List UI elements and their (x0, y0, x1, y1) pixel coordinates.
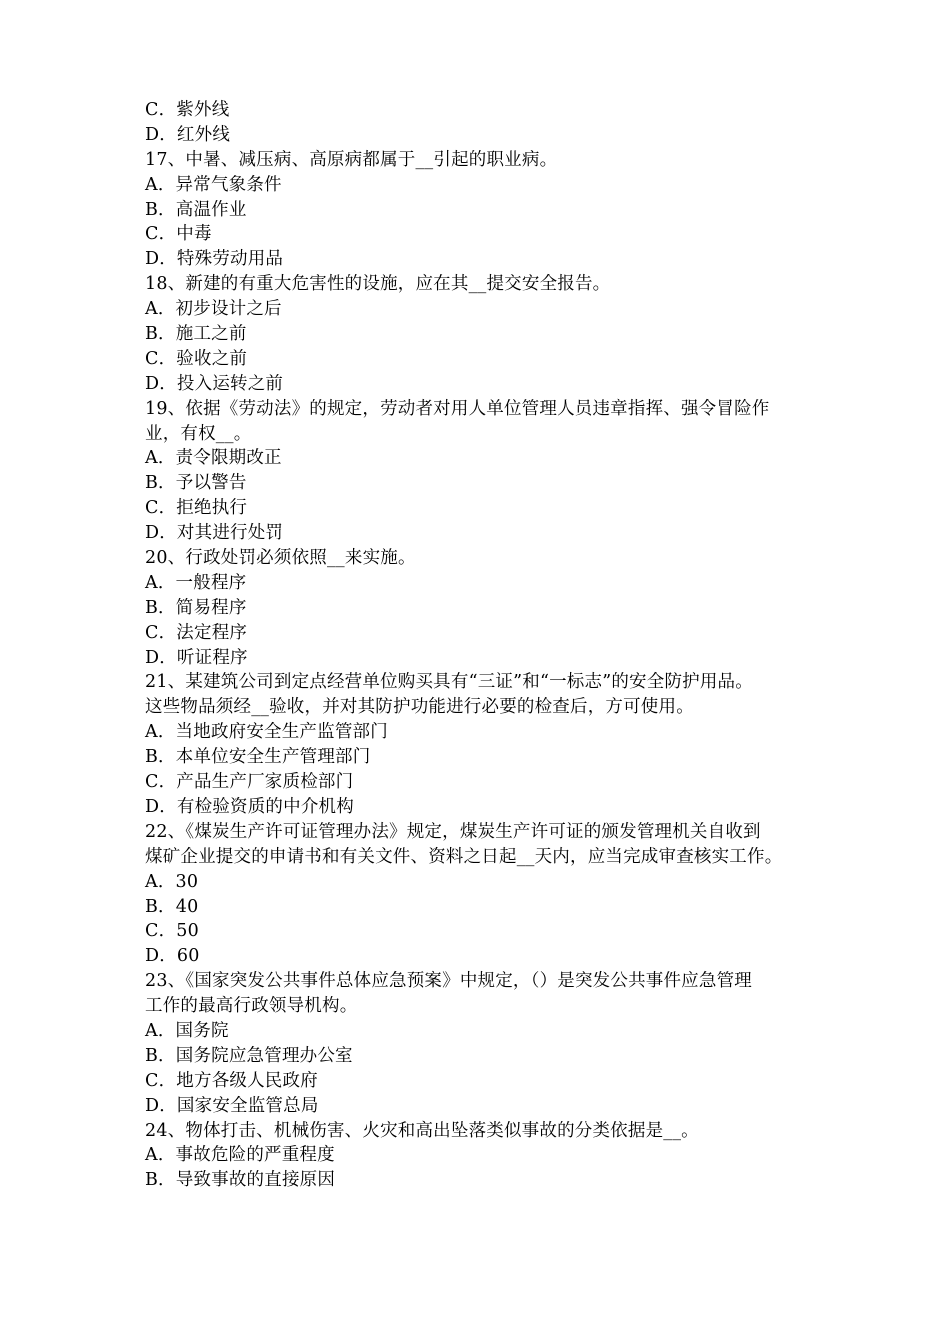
question-22-line-2: 煤矿企业提交的申请书和有关文件、资料之日起__天内，应当完成审查核实工作。 (145, 846, 783, 867)
option-20-c: C．法定程序 (145, 622, 248, 643)
option-23-d: D．国家安全监管总局 (145, 1095, 319, 1116)
question-17: 17、中暑、减压病、高原病都属于__引起的职业病。 (145, 149, 558, 170)
option-24-b: B．导致事故的直接原因 (145, 1170, 336, 1191)
option-18-a: A．初步设计之后 (145, 299, 282, 320)
option-20-a: A．一般程序 (145, 572, 247, 593)
question-21-line-1: 21、某建筑公司到定点经营单位购买具有“三证”和“一标志”的安全防护用品。 (145, 672, 753, 693)
question-20: 20、行政处罚必须依照__来实施。 (145, 548, 416, 569)
option-21-c: C．产品生产厂家质检部门 (145, 772, 354, 793)
option-22-d: D．60 (145, 946, 200, 967)
option-20-b: B．简易程序 (145, 597, 247, 618)
option-22-c: C．50 (145, 921, 199, 942)
option-17-b: B．高温作业 (145, 199, 247, 220)
option-18-c: C．验收之前 (145, 348, 248, 369)
question-23-line-1: 23、《国家突发公共事件总体应急预案》中规定，（）是突发公共事件应急管理 (145, 971, 752, 992)
question-19-line-1: 19、依据《劳动法》的规定，劳动者对用人单位管理人员违章指挥、强令冒险作 (145, 398, 770, 419)
option-22-b: B．40 (145, 896, 199, 917)
option-21-d: D．有检验资质的中介机构 (145, 796, 354, 817)
option-18-d: D．投入运转之前 (145, 373, 284, 394)
question-24: 24、物体打击、机械伤害、火灾和高出坠落类似事故的分类依据是__。 (145, 1120, 699, 1141)
option-16-d: D．红外线 (145, 124, 231, 145)
option-18-b: B．施工之前 (145, 324, 247, 345)
document-page (145, 98, 817, 1193)
option-22-a: A．30 (145, 871, 199, 892)
option-19-a: A．责令限期改正 (145, 448, 282, 469)
option-16-c: C．紫外线 (145, 100, 230, 120)
option-21-b: B．本单位安全生产管理部门 (145, 747, 371, 768)
option-23-c: C．地方各级人民政府 (145, 1070, 318, 1091)
option-21-a: A．当地政府安全生产监管部门 (145, 722, 388, 743)
option-17-c: C．中毒 (145, 224, 212, 245)
option-19-d: D．对其进行处罚 (145, 523, 284, 544)
question-19-line-2: 业，有权__。 (145, 423, 252, 444)
question-18: 18、新建的有重大危害性的设施，应在其__提交安全报告。 (145, 274, 611, 295)
question-22-line-1: 22、《煤炭生产许可证管理办法》规定，煤炭生产许可证的颁发管理机关自收到 (145, 821, 761, 842)
option-19-c: C．拒绝执行 (145, 498, 248, 519)
option-19-b: B．予以警告 (145, 473, 247, 494)
option-17-d: D．特殊劳动用品 (145, 249, 284, 270)
question-23-line-2: 工作的最高行政领导机构。 (145, 996, 358, 1017)
question-21-line-2: 这些物品须经__验收，并对其防护功能进行必要的检查后，方可使用。 (145, 697, 694, 718)
option-17-a: A．异常气象条件 (145, 174, 282, 195)
option-23-b: B．国务院应急管理办公室 (145, 1045, 353, 1066)
option-24-a: A．事故危险的严重程度 (145, 1145, 335, 1166)
option-20-d: D．听证程序 (145, 647, 248, 668)
option-23-a: A．国务院 (145, 1020, 229, 1041)
